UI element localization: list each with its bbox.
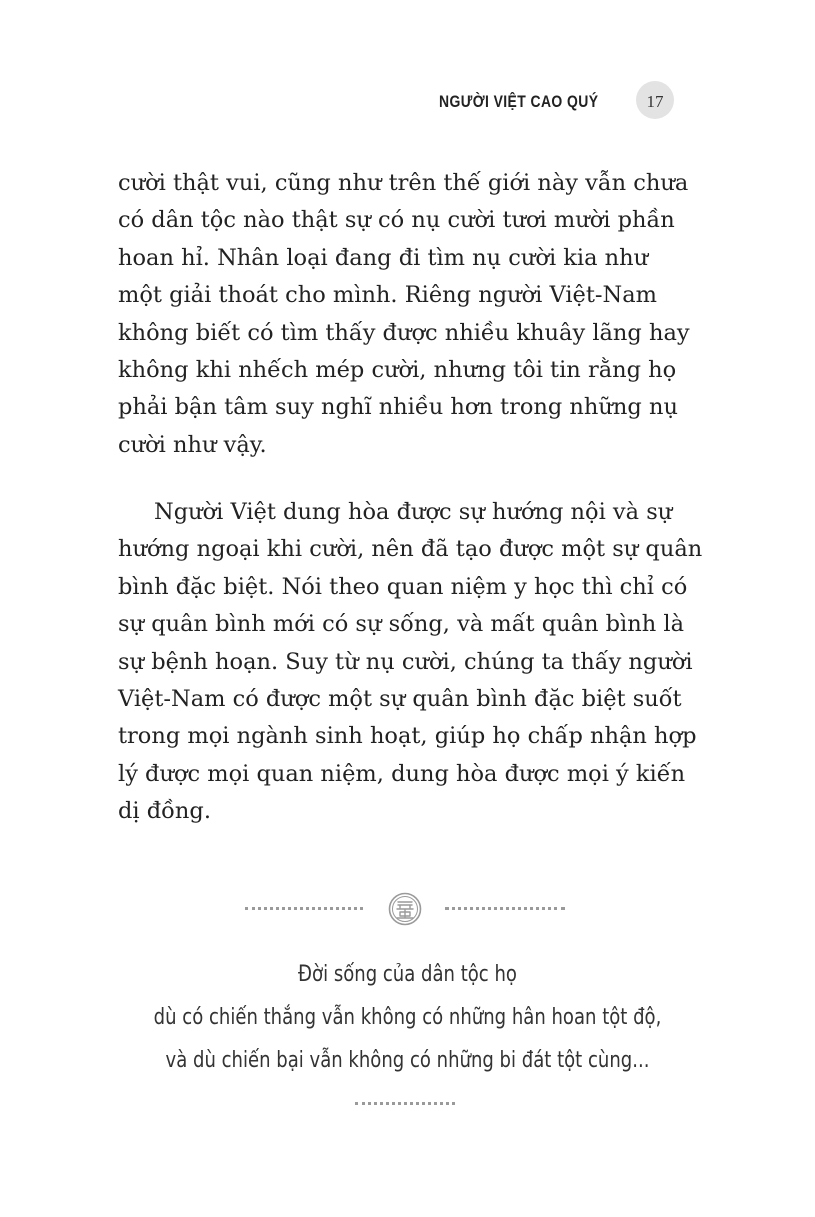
dotted-rule-bottom	[355, 1102, 455, 1105]
text-line: trong mọi ngành sinh hoạt, giúp họ chấp nhận hợp	[118, 723, 697, 750]
text-line: dị đồng.	[118, 798, 211, 825]
text-line: sự bệnh hoạn. Suy từ nụ cười, chúng ta thấy người	[118, 648, 693, 675]
epigraph-line: dù có chiến thắng vẫn không có những hân hoan tột độ,	[153, 1005, 662, 1030]
text-line: cười như vậy.	[118, 431, 267, 458]
text-line: bình đặc biệt. Nói theo quan niệm y học thì chỉ có	[118, 573, 688, 600]
text-line: Việt-Nam có được một sự quân bình đặc biệt suốt	[118, 685, 682, 712]
dotted-rule-left	[245, 907, 363, 910]
running-title: NGƯỜI VIỆT CAO QUÝ	[438, 92, 598, 111]
text-line: Người Việt dung hòa được sự hướng nội và sự	[154, 499, 673, 525]
text-line: sự quân bình mới có sự sống, và mất quân bình là	[118, 611, 684, 638]
epigraph-line: và dù chiến bại vẫn không có những bi đát tột cùng...	[165, 1048, 650, 1073]
text-line: có dân tộc nào thật sự có nụ cười tươi mười phần	[118, 207, 675, 234]
text-line: không biết có tìm thấy được nhiều khuây lãng hay	[118, 319, 690, 346]
text-line: phải bận tâm suy nghĩ nhiều hơn trong những nụ	[118, 394, 678, 421]
dotted-rule-right	[445, 907, 565, 910]
text-line: cười thật vui, cũng như trên thế giới này vẫn chưa	[118, 170, 689, 196]
section-divider	[0, 890, 815, 930]
text-line: lý được mọi quan niệm, dung hòa được mọi ý kiến	[118, 760, 686, 787]
text-line: hoan hỉ. Nhân loại đang đi tìm nụ cười kia như	[118, 244, 649, 271]
epigraph	[0, 953, 815, 1082]
page-number: 17	[646, 92, 664, 111]
epigraph-line: Đời sống của dân tộc họ	[298, 962, 517, 987]
running-header	[0, 88, 815, 128]
shou-medallion-icon	[388, 892, 422, 926]
text-line: một giải thoát cho mình. Riêng người Việt-Nam	[118, 282, 657, 309]
text-line: không khi nhếch mép cười, nhưng tôi tin rằng họ	[118, 356, 677, 383]
paragraph-2	[118, 494, 703, 831]
paragraph-1	[118, 165, 692, 464]
text-line: hướng ngoại khi cười, nên đã tạo được một sự quân	[118, 536, 703, 563]
